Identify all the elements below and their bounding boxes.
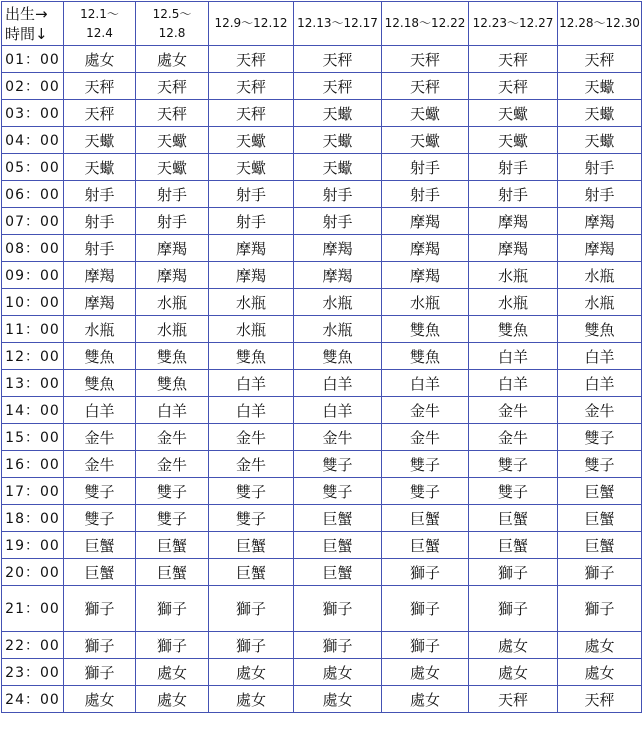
zodiac-sign-cell: 射手 bbox=[558, 181, 642, 208]
zodiac-sign-cell: 雙魚 bbox=[469, 316, 558, 343]
table-row bbox=[2, 532, 642, 559]
zodiac-sign-cell: 天秤 bbox=[469, 73, 558, 100]
zodiac-sign-cell: 天蠍 bbox=[469, 100, 558, 127]
time-cell: 03：00 bbox=[2, 100, 64, 127]
zodiac-sign-cell: 獅子 bbox=[64, 586, 136, 632]
zodiac-sign-cell: 水瓶 bbox=[558, 289, 642, 316]
zodiac-sign-cell: 白羊 bbox=[294, 370, 382, 397]
zodiac-sign-cell: 巨蟹 bbox=[64, 559, 136, 586]
time-cell: 21：00 bbox=[2, 586, 64, 632]
zodiac-sign-cell: 射手 bbox=[64, 208, 136, 235]
time-cell: 14：00 bbox=[2, 397, 64, 424]
table-body bbox=[2, 46, 642, 713]
zodiac-sign-cell: 雙子 bbox=[469, 451, 558, 478]
zodiac-sign-cell: 天秤 bbox=[209, 100, 294, 127]
zodiac-sign-cell: 雙子 bbox=[382, 451, 469, 478]
zodiac-sign-cell: 白羊 bbox=[136, 397, 209, 424]
table-row bbox=[2, 127, 642, 154]
date-range-header bbox=[558, 2, 642, 46]
time-cell: 23：00 bbox=[2, 659, 64, 686]
zodiac-sign-cell: 獅子 bbox=[469, 559, 558, 586]
table-row bbox=[2, 154, 642, 181]
time-cell: 22：00 bbox=[2, 632, 64, 659]
zodiac-sign-cell: 處女 bbox=[469, 659, 558, 686]
zodiac-sign-cell: 白羊 bbox=[382, 370, 469, 397]
corner-time-label: 時間↓ bbox=[5, 24, 48, 43]
date-range-header bbox=[209, 2, 294, 46]
zodiac-sign-cell: 天秤 bbox=[469, 46, 558, 73]
zodiac-sign-cell: 天蠍 bbox=[558, 100, 642, 127]
zodiac-sign-cell: 摩羯 bbox=[64, 262, 136, 289]
zodiac-sign-cell: 水瓶 bbox=[209, 289, 294, 316]
zodiac-sign-cell: 摩羯 bbox=[469, 235, 558, 262]
zodiac-sign-cell: 金牛 bbox=[64, 424, 136, 451]
zodiac-sign-cell: 射手 bbox=[136, 208, 209, 235]
zodiac-sign-cell: 巨蟹 bbox=[64, 532, 136, 559]
zodiac-sign-cell: 金牛 bbox=[209, 424, 294, 451]
zodiac-sign-cell: 金牛 bbox=[136, 424, 209, 451]
zodiac-sign-cell: 處女 bbox=[558, 632, 642, 659]
zodiac-sign-cell: 天秤 bbox=[469, 686, 558, 713]
zodiac-sign-cell: 天蠍 bbox=[558, 127, 642, 154]
time-cell: 01：00 bbox=[2, 46, 64, 73]
zodiac-sign-cell: 處女 bbox=[64, 686, 136, 713]
zodiac-sign-cell: 天秤 bbox=[558, 46, 642, 73]
date-range-label: 12.18～12.22 bbox=[384, 16, 466, 30]
zodiac-sign-cell: 射手 bbox=[469, 181, 558, 208]
time-cell: 06：00 bbox=[2, 181, 64, 208]
zodiac-sign-cell: 雙子 bbox=[64, 505, 136, 532]
zodiac-sign-cell: 摩羯 bbox=[64, 289, 136, 316]
zodiac-sign-cell: 巨蟹 bbox=[209, 559, 294, 586]
zodiac-sign-cell: 白羊 bbox=[469, 343, 558, 370]
zodiac-sign-cell: 天蠍 bbox=[64, 127, 136, 154]
table-row bbox=[2, 235, 642, 262]
zodiac-sign-cell: 雙魚 bbox=[64, 370, 136, 397]
table-row bbox=[2, 262, 642, 289]
zodiac-sign-cell: 水瓶 bbox=[136, 316, 209, 343]
zodiac-sign-cell: 金牛 bbox=[136, 451, 209, 478]
zodiac-sign-cell: 天蠍 bbox=[558, 73, 642, 100]
zodiac-sign-cell: 處女 bbox=[558, 659, 642, 686]
zodiac-sign-cell: 射手 bbox=[382, 181, 469, 208]
table-row bbox=[2, 478, 642, 505]
zodiac-sign-cell: 摩羯 bbox=[136, 235, 209, 262]
date-range-label: 12.13～12.17 bbox=[297, 16, 378, 30]
zodiac-rising-sign-table bbox=[1, 1, 642, 713]
zodiac-sign-cell: 獅子 bbox=[209, 632, 294, 659]
zodiac-sign-cell: 獅子 bbox=[294, 632, 382, 659]
zodiac-sign-cell: 天秤 bbox=[209, 73, 294, 100]
zodiac-sign-cell: 雙子 bbox=[209, 478, 294, 505]
zodiac-sign-cell: 水瓶 bbox=[469, 262, 558, 289]
zodiac-sign-cell: 處女 bbox=[136, 46, 209, 73]
header-row bbox=[2, 2, 642, 46]
table-row bbox=[2, 451, 642, 478]
zodiac-sign-cell: 天蠍 bbox=[209, 154, 294, 181]
zodiac-sign-cell: 射手 bbox=[209, 181, 294, 208]
time-cell: 04：00 bbox=[2, 127, 64, 154]
table-row bbox=[2, 424, 642, 451]
zodiac-sign-cell: 射手 bbox=[294, 208, 382, 235]
zodiac-sign-cell: 天蠍 bbox=[382, 127, 469, 154]
zodiac-sign-cell: 雙子 bbox=[136, 505, 209, 532]
zodiac-sign-cell: 雙魚 bbox=[294, 343, 382, 370]
zodiac-sign-cell: 天秤 bbox=[558, 686, 642, 713]
date-range-line1: 12.1～ bbox=[80, 6, 119, 21]
zodiac-sign-cell: 獅子 bbox=[469, 586, 558, 632]
zodiac-sign-cell: 天秤 bbox=[136, 100, 209, 127]
zodiac-sign-cell: 天秤 bbox=[209, 46, 294, 73]
time-cell: 02：00 bbox=[2, 73, 64, 100]
zodiac-sign-cell: 水瓶 bbox=[294, 289, 382, 316]
zodiac-sign-cell: 雙子 bbox=[382, 478, 469, 505]
time-cell: 20：00 bbox=[2, 559, 64, 586]
table-row bbox=[2, 73, 642, 100]
zodiac-sign-cell: 摩羯 bbox=[136, 262, 209, 289]
corner-birth-label: 出生→ bbox=[5, 4, 48, 23]
zodiac-sign-cell: 天秤 bbox=[294, 73, 382, 100]
zodiac-sign-cell: 白羊 bbox=[558, 370, 642, 397]
time-cell: 16：00 bbox=[2, 451, 64, 478]
zodiac-sign-cell: 射手 bbox=[382, 154, 469, 181]
zodiac-sign-cell: 天蠍 bbox=[294, 127, 382, 154]
table-row bbox=[2, 686, 642, 713]
zodiac-sign-cell: 摩羯 bbox=[294, 235, 382, 262]
date-range-header bbox=[382, 2, 469, 46]
zodiac-sign-cell: 處女 bbox=[209, 659, 294, 686]
zodiac-sign-cell: 天秤 bbox=[64, 73, 136, 100]
zodiac-sign-cell: 巨蟹 bbox=[469, 532, 558, 559]
zodiac-sign-cell: 天蠍 bbox=[294, 100, 382, 127]
time-cell: 12：00 bbox=[2, 343, 64, 370]
zodiac-sign-cell: 巨蟹 bbox=[294, 532, 382, 559]
zodiac-sign-cell: 水瓶 bbox=[294, 316, 382, 343]
zodiac-sign-cell: 摩羯 bbox=[209, 262, 294, 289]
zodiac-sign-cell: 摩羯 bbox=[469, 208, 558, 235]
zodiac-sign-cell: 獅子 bbox=[382, 559, 469, 586]
zodiac-sign-cell: 獅子 bbox=[209, 586, 294, 632]
zodiac-sign-cell: 獅子 bbox=[382, 632, 469, 659]
zodiac-sign-cell: 雙魚 bbox=[382, 316, 469, 343]
table-row bbox=[2, 46, 642, 73]
date-range-label: 12.9～12.12 bbox=[214, 16, 288, 30]
time-cell: 19：00 bbox=[2, 532, 64, 559]
zodiac-sign-cell: 雙子 bbox=[294, 478, 382, 505]
zodiac-sign-cell: 處女 bbox=[382, 686, 469, 713]
zodiac-sign-cell: 金牛 bbox=[294, 424, 382, 451]
time-cell: 11：00 bbox=[2, 316, 64, 343]
time-cell: 05：00 bbox=[2, 154, 64, 181]
zodiac-sign-cell: 處女 bbox=[382, 659, 469, 686]
table-row bbox=[2, 659, 642, 686]
zodiac-sign-cell: 巨蟹 bbox=[469, 505, 558, 532]
zodiac-sign-cell: 巨蟹 bbox=[136, 559, 209, 586]
table-row bbox=[2, 397, 642, 424]
zodiac-sign-cell: 雙子 bbox=[294, 451, 382, 478]
zodiac-sign-cell: 巨蟹 bbox=[294, 505, 382, 532]
zodiac-sign-cell: 雙魚 bbox=[209, 343, 294, 370]
zodiac-sign-cell: 處女 bbox=[136, 686, 209, 713]
time-cell: 07：00 bbox=[2, 208, 64, 235]
zodiac-sign-cell: 射手 bbox=[136, 181, 209, 208]
zodiac-sign-cell: 天秤 bbox=[382, 73, 469, 100]
zodiac-sign-cell: 巨蟹 bbox=[558, 478, 642, 505]
zodiac-sign-cell: 水瓶 bbox=[469, 289, 558, 316]
time-cell: 15：00 bbox=[2, 424, 64, 451]
zodiac-sign-cell: 獅子 bbox=[64, 632, 136, 659]
time-cell: 13：00 bbox=[2, 370, 64, 397]
zodiac-sign-cell: 白羊 bbox=[558, 343, 642, 370]
date-range-line2: 12.8 bbox=[158, 25, 186, 40]
date-range-line1: 12.5～ bbox=[152, 6, 192, 21]
zodiac-sign-cell: 處女 bbox=[136, 659, 209, 686]
zodiac-sign-cell: 處女 bbox=[209, 686, 294, 713]
zodiac-sign-cell: 摩羯 bbox=[558, 235, 642, 262]
zodiac-sign-cell: 處女 bbox=[294, 659, 382, 686]
table-row bbox=[2, 559, 642, 586]
zodiac-sign-cell: 獅子 bbox=[558, 559, 642, 586]
zodiac-sign-cell: 金牛 bbox=[382, 424, 469, 451]
date-range-line2: 12.4 bbox=[86, 25, 113, 40]
zodiac-sign-cell: 巨蟹 bbox=[558, 505, 642, 532]
zodiac-sign-cell: 獅子 bbox=[136, 586, 209, 632]
zodiac-sign-cell: 金牛 bbox=[64, 451, 136, 478]
zodiac-sign-cell: 射手 bbox=[64, 181, 136, 208]
date-range-header bbox=[64, 2, 136, 46]
zodiac-sign-cell: 處女 bbox=[469, 632, 558, 659]
table-row bbox=[2, 632, 642, 659]
zodiac-sign-cell: 雙魚 bbox=[136, 370, 209, 397]
zodiac-sign-cell: 水瓶 bbox=[64, 316, 136, 343]
zodiac-sign-cell: 水瓶 bbox=[382, 289, 469, 316]
zodiac-sign-cell: 天秤 bbox=[294, 46, 382, 73]
zodiac-sign-cell: 摩羯 bbox=[294, 262, 382, 289]
zodiac-sign-cell: 處女 bbox=[294, 686, 382, 713]
zodiac-sign-cell: 白羊 bbox=[469, 370, 558, 397]
zodiac-sign-cell: 獅子 bbox=[136, 632, 209, 659]
date-range-header bbox=[469, 2, 558, 46]
zodiac-sign-cell: 射手 bbox=[64, 235, 136, 262]
table-row bbox=[2, 208, 642, 235]
zodiac-sign-cell: 處女 bbox=[64, 46, 136, 73]
zodiac-sign-cell: 金牛 bbox=[469, 424, 558, 451]
table-row bbox=[2, 343, 642, 370]
zodiac-sign-cell: 雙魚 bbox=[558, 316, 642, 343]
time-cell: 08：00 bbox=[2, 235, 64, 262]
table-row bbox=[2, 100, 642, 127]
zodiac-sign-cell: 摩羯 bbox=[558, 208, 642, 235]
zodiac-sign-cell: 雙魚 bbox=[136, 343, 209, 370]
zodiac-sign-cell: 巨蟹 bbox=[558, 532, 642, 559]
table-row bbox=[2, 289, 642, 316]
zodiac-sign-cell: 雙子 bbox=[209, 505, 294, 532]
zodiac-sign-cell: 雙子 bbox=[136, 478, 209, 505]
time-cell: 24：00 bbox=[2, 686, 64, 713]
zodiac-sign-cell: 天蠍 bbox=[64, 154, 136, 181]
zodiac-sign-cell: 巨蟹 bbox=[382, 532, 469, 559]
date-range-label: 12.28～12.30 bbox=[559, 16, 640, 30]
zodiac-sign-cell: 天蠍 bbox=[382, 100, 469, 127]
zodiac-sign-cell: 雙子 bbox=[64, 478, 136, 505]
zodiac-sign-cell: 水瓶 bbox=[136, 289, 209, 316]
table-row bbox=[2, 181, 642, 208]
zodiac-sign-cell: 摩羯 bbox=[382, 235, 469, 262]
zodiac-sign-cell: 白羊 bbox=[294, 397, 382, 424]
zodiac-sign-cell: 天蠍 bbox=[136, 127, 209, 154]
zodiac-sign-cell: 雙子 bbox=[558, 424, 642, 451]
table-row bbox=[2, 370, 642, 397]
zodiac-sign-cell: 獅子 bbox=[64, 659, 136, 686]
zodiac-sign-cell: 白羊 bbox=[209, 370, 294, 397]
zodiac-sign-cell: 白羊 bbox=[64, 397, 136, 424]
zodiac-sign-cell: 雙子 bbox=[558, 451, 642, 478]
zodiac-sign-cell: 雙子 bbox=[469, 478, 558, 505]
zodiac-sign-cell: 天蠍 bbox=[469, 127, 558, 154]
zodiac-sign-cell: 巨蟹 bbox=[294, 559, 382, 586]
zodiac-sign-cell: 摩羯 bbox=[382, 208, 469, 235]
zodiac-sign-cell: 射手 bbox=[558, 154, 642, 181]
zodiac-sign-cell: 天秤 bbox=[64, 100, 136, 127]
zodiac-sign-cell: 金牛 bbox=[209, 451, 294, 478]
zodiac-sign-cell: 白羊 bbox=[209, 397, 294, 424]
date-range-label: 12.23～12.27 bbox=[472, 16, 554, 30]
time-cell: 09：00 bbox=[2, 262, 64, 289]
zodiac-sign-cell: 金牛 bbox=[382, 397, 469, 424]
zodiac-sign-cell: 巨蟹 bbox=[209, 532, 294, 559]
time-cell: 18：00 bbox=[2, 505, 64, 532]
zodiac-sign-cell: 天秤 bbox=[136, 73, 209, 100]
zodiac-sign-cell: 金牛 bbox=[469, 397, 558, 424]
zodiac-sign-cell: 巨蟹 bbox=[136, 532, 209, 559]
date-range-header bbox=[294, 2, 382, 46]
time-cell: 17：00 bbox=[2, 478, 64, 505]
zodiac-sign-cell: 摩羯 bbox=[382, 262, 469, 289]
zodiac-sign-cell: 射手 bbox=[294, 181, 382, 208]
table-row bbox=[2, 586, 642, 632]
zodiac-sign-cell: 雙魚 bbox=[382, 343, 469, 370]
zodiac-sign-cell: 獅子 bbox=[558, 586, 642, 632]
zodiac-sign-cell: 天蠍 bbox=[294, 154, 382, 181]
zodiac-sign-cell: 射手 bbox=[209, 208, 294, 235]
date-range-header bbox=[136, 2, 209, 46]
zodiac-sign-cell: 天秤 bbox=[382, 46, 469, 73]
zodiac-sign-cell: 摩羯 bbox=[209, 235, 294, 262]
zodiac-sign-cell: 獅子 bbox=[382, 586, 469, 632]
zodiac-sign-cell: 水瓶 bbox=[209, 316, 294, 343]
zodiac-sign-cell: 巨蟹 bbox=[382, 505, 469, 532]
table-row bbox=[2, 505, 642, 532]
zodiac-sign-cell: 天蠍 bbox=[136, 154, 209, 181]
zodiac-sign-cell: 金牛 bbox=[558, 397, 642, 424]
zodiac-sign-cell: 水瓶 bbox=[558, 262, 642, 289]
corner-header bbox=[2, 2, 64, 46]
table-row bbox=[2, 316, 642, 343]
time-cell: 10：00 bbox=[2, 289, 64, 316]
zodiac-sign-cell: 射手 bbox=[469, 154, 558, 181]
zodiac-sign-cell: 天蠍 bbox=[209, 127, 294, 154]
zodiac-sign-cell: 雙魚 bbox=[64, 343, 136, 370]
zodiac-sign-cell: 獅子 bbox=[294, 586, 382, 632]
